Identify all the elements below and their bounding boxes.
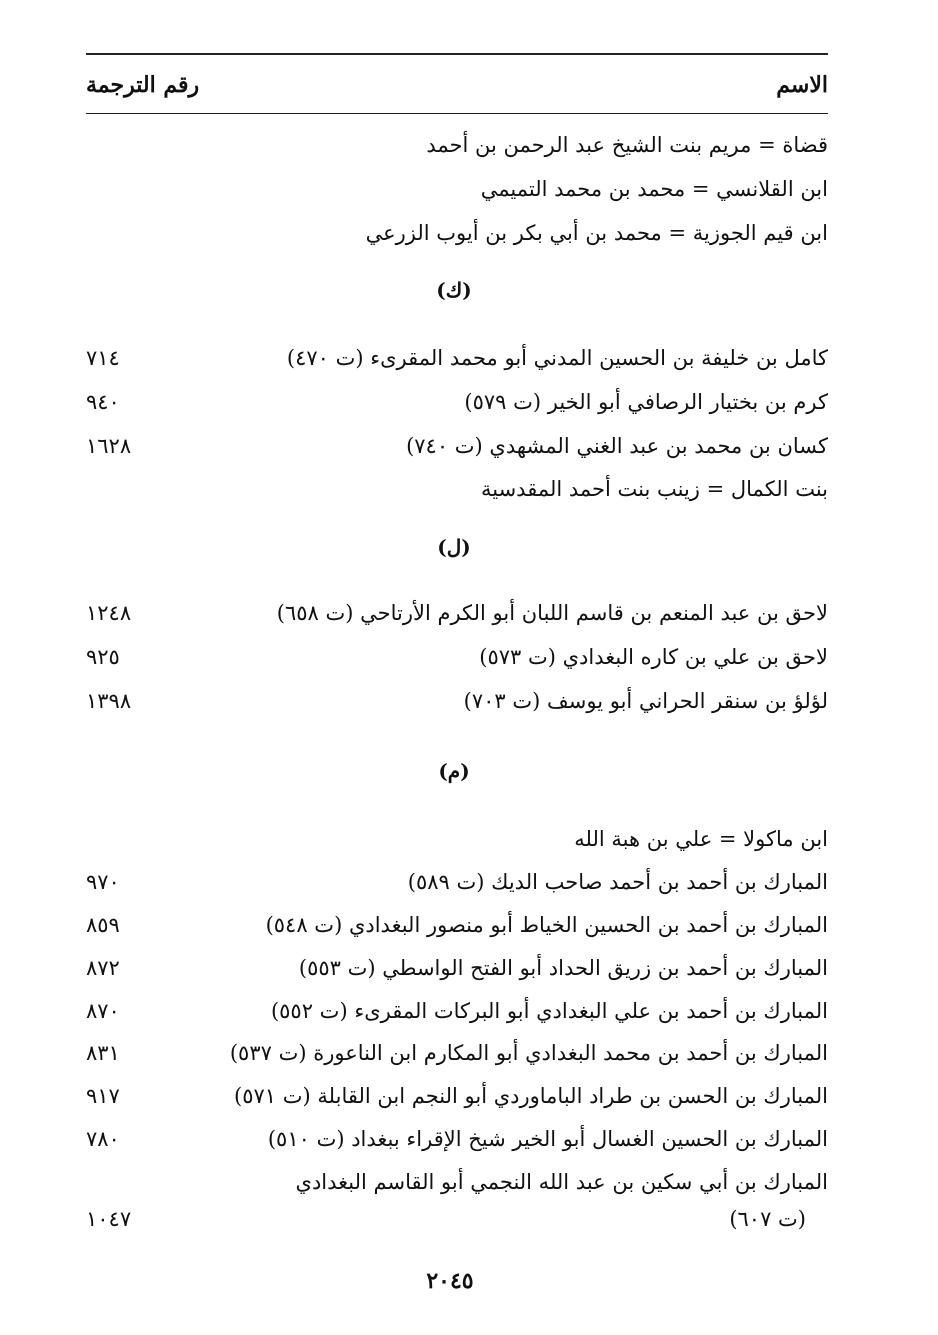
entry-number: ١٢٤٨ (86, 601, 132, 625)
header-rule (86, 113, 828, 114)
cross-reference (0, 128, 938, 162)
entry-number: ٩٤٠ (86, 390, 120, 414)
cross-reference-text: ابن قيم الجوزية = محمد بن أبي بكر بن أيوب الزرعي (365, 221, 828, 245)
cross-reference (0, 822, 938, 856)
entry-name: المبارك بن أحمد بن علي البغدادي أبو البركات المقرىء (ت ٥٥٢) (270, 999, 828, 1023)
page-number: ٢٠٤٥ (426, 1268, 474, 1294)
entry-number: ٩٢٥ (86, 645, 120, 669)
index-entry (0, 596, 938, 630)
entry-number: ٧١٤ (86, 346, 120, 370)
entry-name: كامل بن خليفة بن الحسين المدني أبو محمد المقرىء (ت ٤٧٠) (286, 346, 828, 370)
cross-reference (0, 172, 938, 206)
entry-name: كسان بن محمد بن عبد الغني المشهدي (ت ٧٤٠) (406, 434, 828, 458)
entry-number: ٨٧٢ (86, 956, 120, 980)
entry-name: لؤلؤ بن سنقر الحراني أبو يوسف (ت ٧٠٣) (463, 689, 828, 713)
entry-number: ٨٥٩ (86, 913, 120, 937)
entry-number: ٨٧٠ (86, 999, 120, 1023)
cross-reference-text: ابن القلانسي = محمد بن محمد التميمي (480, 177, 828, 201)
index-entry (0, 341, 938, 375)
index-entry (0, 908, 938, 942)
index-entry-line1 (0, 1165, 938, 1199)
entry-number: ٩٧٠ (86, 870, 120, 894)
entry-name: المبارك بن الحسن بن طراد الباماوردي أبو النجم ابن القابلة (ت ٥٧١) (234, 1084, 828, 1108)
index-entry (0, 429, 938, 463)
index-entry (0, 1122, 938, 1156)
index-entry (0, 1079, 938, 1113)
column-header-number: رقم الترجمة (86, 72, 200, 98)
entry-name: المبارك بن أحمد بن الحسين الخياط أبو منصور البغدادي (ت ٥٤٨) (265, 913, 828, 937)
entry-name: المبارك بن الحسين الغسال أبو الخير شيخ الإقراء ببغداد (ت ٥١٠) (267, 1127, 828, 1151)
entry-name: المبارك بن أحمد بن زريق الحداد أبو الفتح الواسطي (ت ٥٥٣) (298, 956, 828, 980)
index-entry (0, 1036, 938, 1070)
cross-reference-text: بنت الكمال = زينب بنت أحمد المقدسية (480, 477, 828, 501)
entry-name: لاحق بن علي بن كاره البغدادي (ت ٥٧٣) (479, 645, 828, 669)
entry-number: ١٣٩٨ (86, 689, 132, 713)
top-rule (86, 53, 828, 55)
section-letter-kaf: (ك) (436, 278, 472, 302)
index-entry (0, 684, 938, 718)
index-entry (0, 385, 938, 419)
index-entry (0, 951, 938, 985)
index-entry-line2 (0, 1202, 938, 1236)
section-letter-mim: (م) (438, 759, 470, 783)
entry-number: ١٠٤٧ (86, 1207, 132, 1231)
entry-number: ٧٨٠ (86, 1127, 120, 1151)
cross-reference (0, 472, 938, 506)
entry-number: ١٦٢٨ (86, 434, 132, 458)
entry-death-date: (ت ٦٠٧) (729, 1207, 806, 1231)
cross-reference (0, 216, 938, 250)
entry-name: المبارك بن أبي سكين بن عبد الله النجمي أبو القاسم البغدادي (295, 1170, 828, 1194)
entry-number: ٨٣١ (86, 1041, 120, 1065)
entry-name: كرم بن بختيار الرصافي أبو الخير (ت ٥٧٩) (464, 390, 828, 414)
index-entry (0, 994, 938, 1028)
index-entry (0, 640, 938, 674)
entry-number: ٩١٧ (86, 1084, 120, 1108)
entry-name: المبارك بن أحمد بن أحمد صاحب الديك (ت ٥٨٩) (407, 870, 828, 894)
entry-name: لاحق بن عبد المنعم بن قاسم اللبان أبو الكرم الأرتاحي (ت ٦٥٨) (276, 601, 828, 625)
index-entry (0, 865, 938, 899)
cross-reference-text: ابن ماكولا = علي بن هبة الله (574, 827, 828, 851)
column-header-name: الاسم (776, 72, 828, 98)
section-letter-lam: (ل) (437, 535, 471, 559)
cross-reference-text: قضاة = مريم بنت الشيخ عبد الرحمن بن أحمد (426, 133, 828, 157)
entry-name: المبارك بن أحمد بن محمد البغدادي أبو المكارم ابن الناعورة (ت ٥٣٧) (229, 1041, 828, 1065)
